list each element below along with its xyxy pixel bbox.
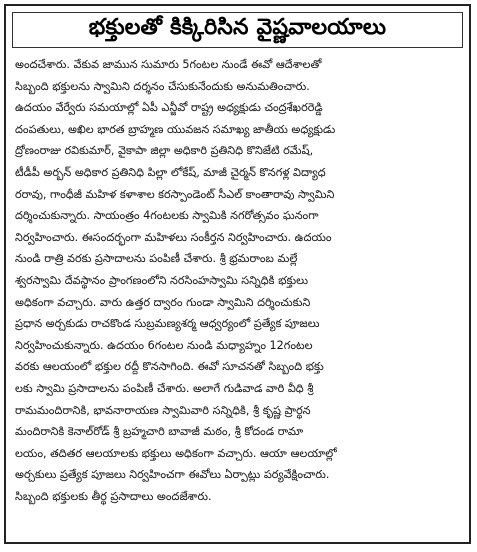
article-line: ఉదయం వేర్వేరు సమయాల్లో ఏపీ ఎన్జీవో రాష్ట్ర అధ్యక్షుడు చంద్రశేఖరరెడ్డి xyxy=(15,101,323,115)
article-line: అందచేశారు. వేకువ జామున సుమారు 5గంటల నుండే ఈవో ఆదేశాలతో xyxy=(15,58,322,71)
article-line: శ్వరస్వామి దేవస్థానం ప్రాంగణంలోని నరసింహస్వామి సన్నిధికి భక్తులు xyxy=(15,273,308,287)
article-line: నుండి రాత్రి వరకు ప్రసాదాలను పంపిణీ చేశారు. శ్రీ భ్రమరాంబ మల్లే xyxy=(15,252,298,266)
article-line: మందిరానికి కెనాల్‌రోడ్ శ్రీ బ్రహ్మచారి బావాజీ మఠం, శ్రీ కోదండ రామా xyxy=(15,425,304,439)
article-line: సిబ్బంది భక్తులకు తీర్థ ప్రసాదాలు అందజేశారు. xyxy=(15,489,212,503)
article-line: లయం, తదితర ఆలయాలకు భక్తులు అధికంగా వచ్చారు. ఆయా ఆలయాల్లో xyxy=(15,446,337,460)
headline: భక్తులతో కిక్కిరిసిన వైష్ణవాలయాలు xyxy=(88,15,387,40)
article-body xyxy=(15,54,464,507)
article-line: టీడీపీ అర్బన్ అధికార ప్రతినిధి పిల్లా లోకేష్, మాజీ చైర్మన్ కొనగళ్ల విద్యాధ xyxy=(15,165,326,179)
article-line: దంపతులు, అఖిల భారత బ్రాహ్మణ యువజన సమాఖ్య జాతీయ అధ్యక్షుడు xyxy=(15,122,336,136)
article-line: రరావు, గాంధీజీ మహిళ కళాశాల కరస్పాండెంట్ సీఎల్ కాంతారావు స్వామిని xyxy=(15,187,335,201)
headline-box xyxy=(12,12,463,48)
article-line: నిర్వహించుకున్నారు. ఉదయం 6గంటల నుండి మధ్యాహ్నం 12గంటల xyxy=(15,338,313,352)
article-line: అధికంగా వచ్చారు. వారు ఉత్తర ద్వారం గుండా స్వామిని దర్శించుకుని xyxy=(15,295,311,309)
article-line: దర్శించుకున్నారు. సాయంత్రం 4గంటలకు స్వామికి నగరోత్సవం ఘనంగా xyxy=(15,209,319,223)
article-line: ద్రోణంరాజు రవికుమార్, వైకాపా జిల్లా అధికారి ప్రతినిధి కొనిజేటి రమేష్, xyxy=(15,144,314,158)
article-line: వరకు ఆలయంలో భక్తుల రద్దీ కొనసాగింది. ఈవో సూచనతో సిబ్బంది భక్తు xyxy=(15,360,324,374)
article-line: నిర్వహించారు. ఈసందర్భంగా మహిళలు సంకీర్తన నిర్వహించారు. ఉదయం xyxy=(15,230,332,244)
news-clipping xyxy=(4,4,471,544)
article-line: లకు స్వామి ప్రసాదాలను పంపిణీ చేశారు. అలాగే గుడివాడ వారి వీధి శ్రీ xyxy=(15,381,314,395)
article-line: ప్రధాన అర్చకుడు రాచకొండ సుబ్రమణ్యశర్మ ఆధ్వర్యంలో ప్రత్యేక పూజలు xyxy=(15,317,320,331)
article-line: సిబ్బంది భక్తులను స్వామిని దర్శనం చేసుకునేందుకు అనుమతించారు. xyxy=(15,79,310,93)
article-line: అర్చకులు ప్రత్యేక పూజలు నిర్వహించగా ఈవోలు ఏర్పాట్లు పర్యవేక్షించారు. xyxy=(15,468,330,482)
article-line: రామమందిరానికి, భావనారాయణ స్వామివారి సన్నిధికి, శ్రీ కృష్ణ ప్రార్థన xyxy=(15,403,311,417)
